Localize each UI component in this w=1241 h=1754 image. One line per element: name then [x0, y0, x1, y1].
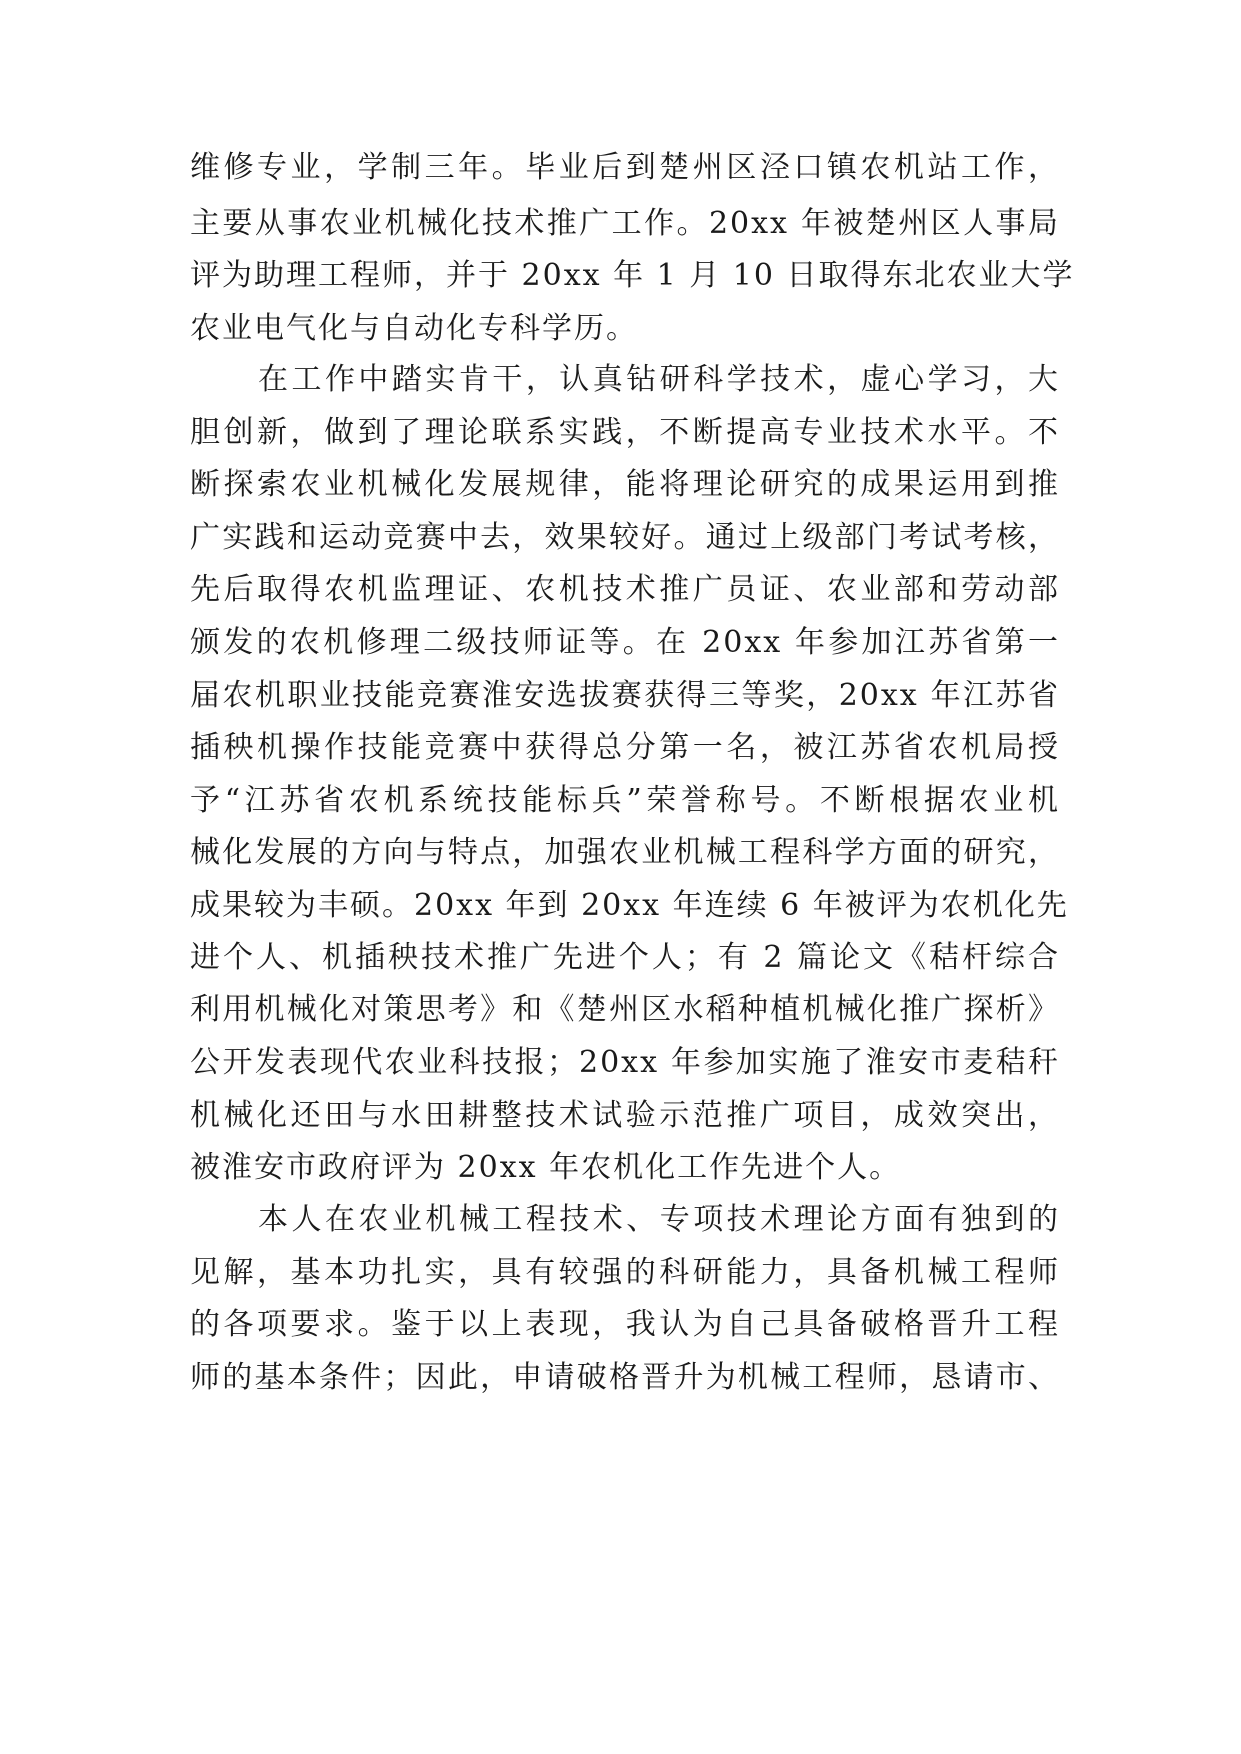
text-line-3: 评为助理工程师，并于 20xx 年 1 月 10 日取得东北农业大学	[190, 258, 1075, 293]
text-line-6: 胆创新，做到了理论联系实践，不断提高专业技术水平。不	[190, 415, 1060, 450]
text-line-2: 主要从事农业机械化技术推广工作。20xx 年被楚州区人事局	[190, 206, 1060, 241]
text-line-21: 本人在农业机械工程技术、专项技术理论方面有独到的	[258, 1202, 1060, 1237]
text-line-1: 维修专业，学制三年。毕业后到楚州区泾口镇农机站工作，	[190, 150, 1060, 185]
text-line-16: 进个人、机插秧技术推广先进个人；有 2 篇论文《秸杆综合	[190, 940, 1060, 975]
text-line-4: 农业电气化与自动化专科学历。	[190, 311, 638, 346]
text-line-13: 予“江苏省农机系统技能标兵”荣誉称号。不断根据农业机	[190, 783, 1060, 818]
text-line-7: 断探索农业机械化发展规律，能将理论研究的成果运用到推	[190, 467, 1060, 502]
text-line-10: 颁发的农机修理二级技师证等。在 20xx 年参加江苏省第一	[190, 625, 1060, 660]
text-line-15: 成果较为丰硕。20xx 年到 20xx 年连续 6 年被评为农机化先	[190, 888, 1069, 923]
text-line-5: 在工作中踏实肯干，认真钻研科学技术，虚心学习，大	[258, 362, 1060, 397]
text-line-12: 插秧机操作技能竞赛中获得总分第一名，被江苏省农机局授	[190, 730, 1060, 765]
text-line-20: 被淮安市政府评为 20xx 年农机化工作先进个人。	[190, 1150, 902, 1185]
text-line-17: 利用机械化对策思考》和《楚州区水稻种植机械化推广探析》	[190, 992, 1060, 1027]
text-line-24: 师的基本条件；因此，申请破格晋升为机械工程师，恳请市、	[190, 1360, 1060, 1395]
text-line-18: 公开发表现代农业科技报；20xx 年参加实施了淮安市麦秸秆	[190, 1045, 1060, 1080]
text-line-23: 的各项要求。鉴于以上表现，我认为自己具备破格晋升工程	[190, 1307, 1060, 1342]
text-line-22: 见解，基本功扎实，具有较强的科研能力，具备机械工程师	[190, 1255, 1060, 1290]
text-line-11: 届农机职业技能竞赛淮安选拔赛获得三等奖，20xx 年江苏省	[190, 678, 1060, 713]
text-line-8: 广实践和运动竞赛中去，效果较好。通过上级部门考试考核，	[190, 520, 1060, 555]
text-line-19: 机械化还田与水田耕整技术试验示范推广项目，成效突出，	[190, 1098, 1060, 1133]
text-line-14: 械化发展的方向与特点，加强农业机械工程科学方面的研究，	[190, 835, 1060, 870]
text-line-9: 先后取得农机监理证、农机技术推广员证、农业部和劳动部	[190, 572, 1060, 607]
